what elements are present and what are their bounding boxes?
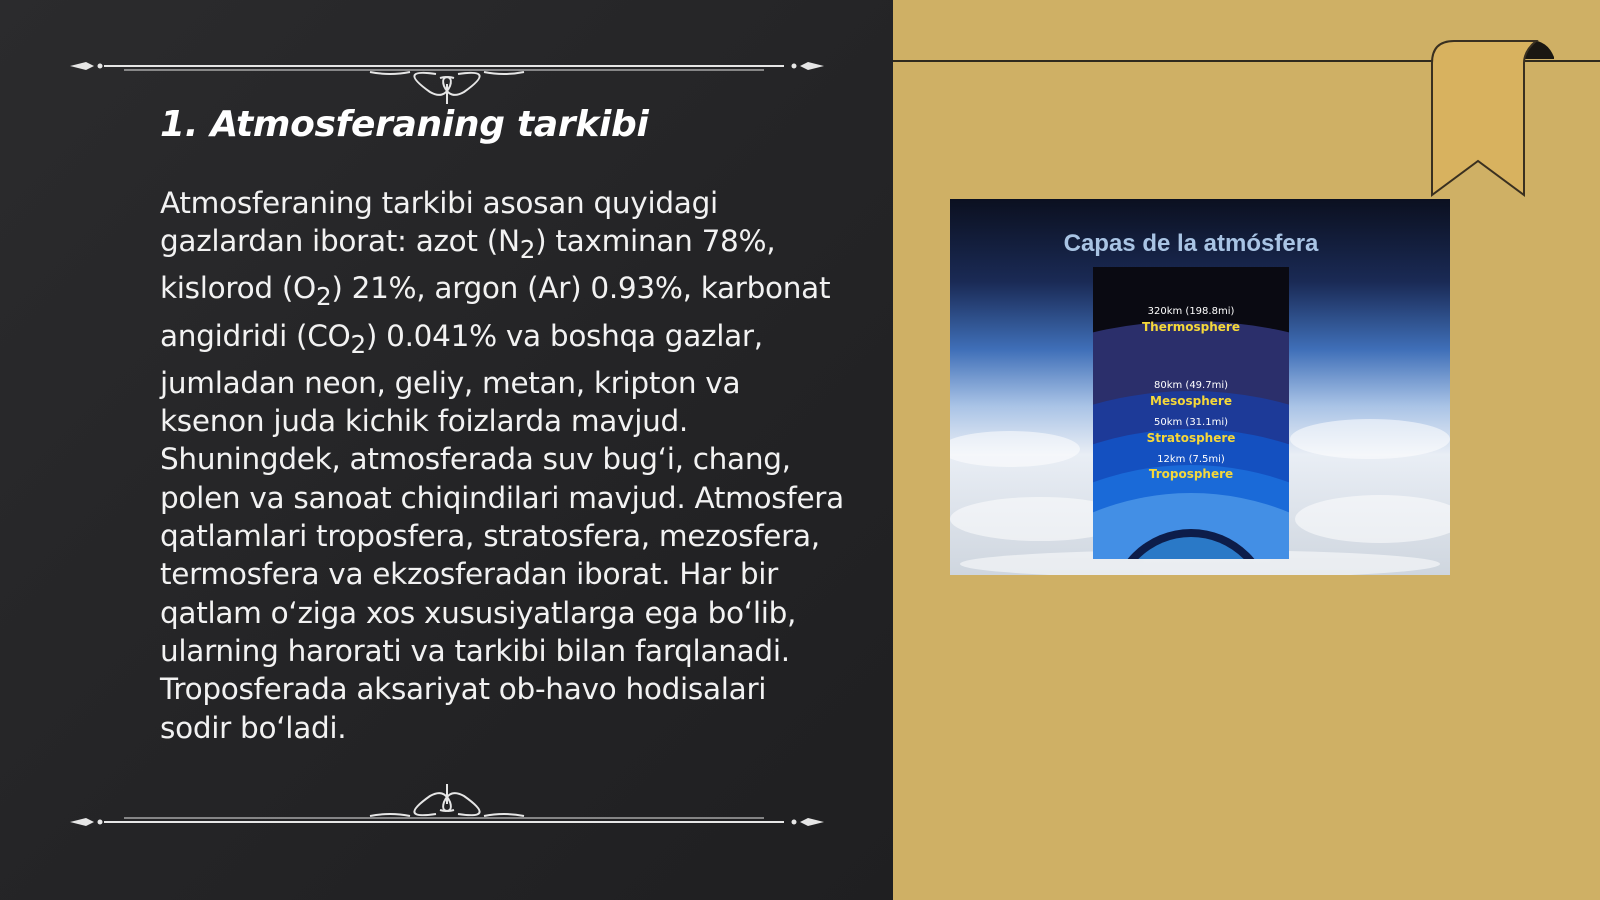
layer-altitude-label: 80km (49.7mi): [1153, 380, 1229, 391]
layer-name-label: Troposphere: [1148, 467, 1234, 481]
layer-altitude-label: 320km (198.8mi): [1147, 306, 1235, 317]
layer-altitude-label: 12km (7.5mi): [1157, 454, 1225, 465]
subscript: 2: [350, 329, 366, 359]
layer-name-label: Mesosphere: [1150, 394, 1232, 408]
layer-name-label: Stratosphere: [1146, 431, 1236, 445]
subscript: 2: [519, 235, 536, 265]
body-text-part: ) taxminan 78%, kislorod (O: [160, 224, 776, 306]
bookmark-ribbon-icon: [1430, 35, 1580, 200]
body-text-part: Atmosferaning tarkibi asosan quyidagi gazlardan iborat: azot (N: [160, 186, 718, 259]
body-text-part: ) 0.041% va boshqa gazlar, jumladan neon, geliy, metan, kripton va ksenon juda kichik foizlarda mavjud. Shuningdek, atmosferada suv bug‘i, chang, polen va sanoat chiqindilari mavjud. Atmosfera qatlamlari troposfera, stratosfera, mezosfera, termosfera va ekzosferadan iborat. Har bir qatlam o‘ziga xos xususiyatlarga ega bo‘lib, ularning harorati va tarkibi bilan farqlanadi. Troposferada aksariyat ob-havo hodisalari sodir bo‘ladi.: [160, 318, 844, 745]
subscript: 2: [315, 282, 332, 312]
body-text-part: ) 21%, argon (Ar) 0.93%, karbonat angidridi (CO: [160, 271, 831, 353]
layer-name-label: Thermosphere: [1141, 320, 1241, 334]
image-title: Capas de la atmósfera: [1063, 230, 1319, 257]
body-paragraph: [160, 184, 845, 747]
slide-title: 1. Atmosferaning tarkibi: [160, 104, 649, 145]
atmosphere-layers-image: [950, 199, 1450, 575]
ornament-bottom-divider: [64, 770, 830, 840]
layer-altitude-label: 50km (31.1mi): [1153, 417, 1229, 428]
